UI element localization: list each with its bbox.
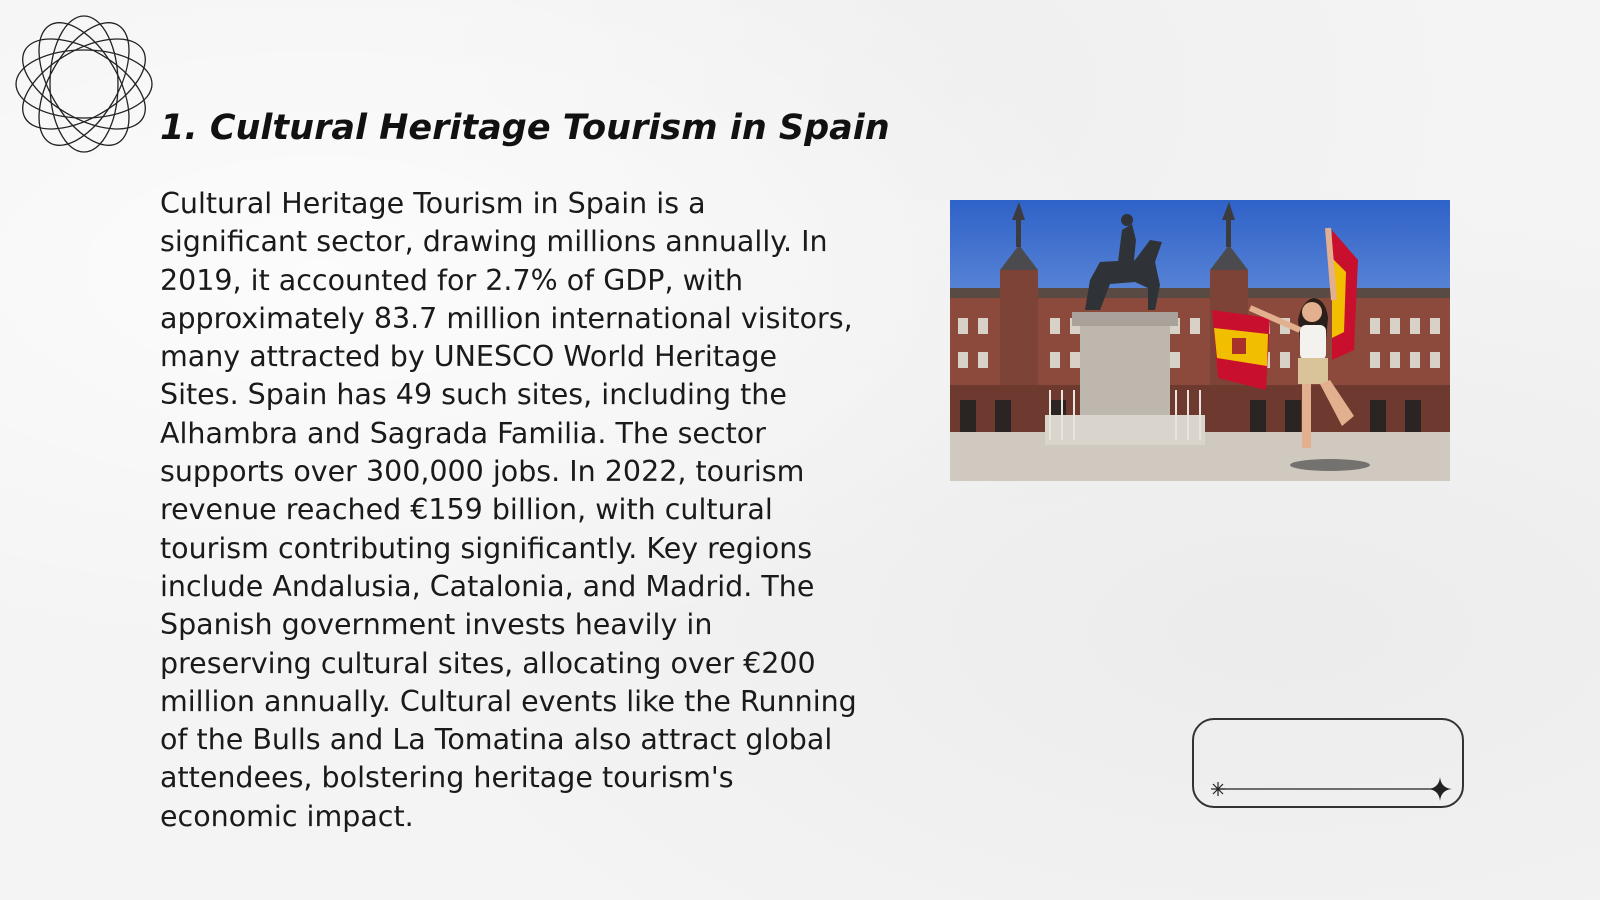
sparkle-line-icon (1194, 720, 1462, 806)
plaza-mayor-photo (950, 200, 1450, 481)
decorative-frame (1192, 718, 1464, 808)
slide-title: 1. Cultural Heritage Tourism in Spain (160, 108, 890, 148)
orbit-rings-icon (10, 10, 158, 158)
slide-body-text: Cultural Heritage Tourism in Spain is a significant sector, drawing millions annually. In 2019, it accounted for 2.7% of GDP, with approximately 83.7 million international visitors, many attracted by UNESCO World Heritage Sites. Spain has 49 such sites, including the Alhambra and Sagrada Familia. The sector supports over 300,000 jobs. In 2022, tourism revenue reached €159 billion, with cultural tourism contributing significantly. Key regions include Andalusia, Catalonia, and Madrid. The Spanish government invests heavily in preserving cultural sites, allocating over €200 million annually. Cultural events like the Running of the Bulls and La Tomatina also attract global attendees, bolstering heritage tourism's economic impact. (160, 187, 857, 833)
photo-illustration (950, 200, 1450, 481)
